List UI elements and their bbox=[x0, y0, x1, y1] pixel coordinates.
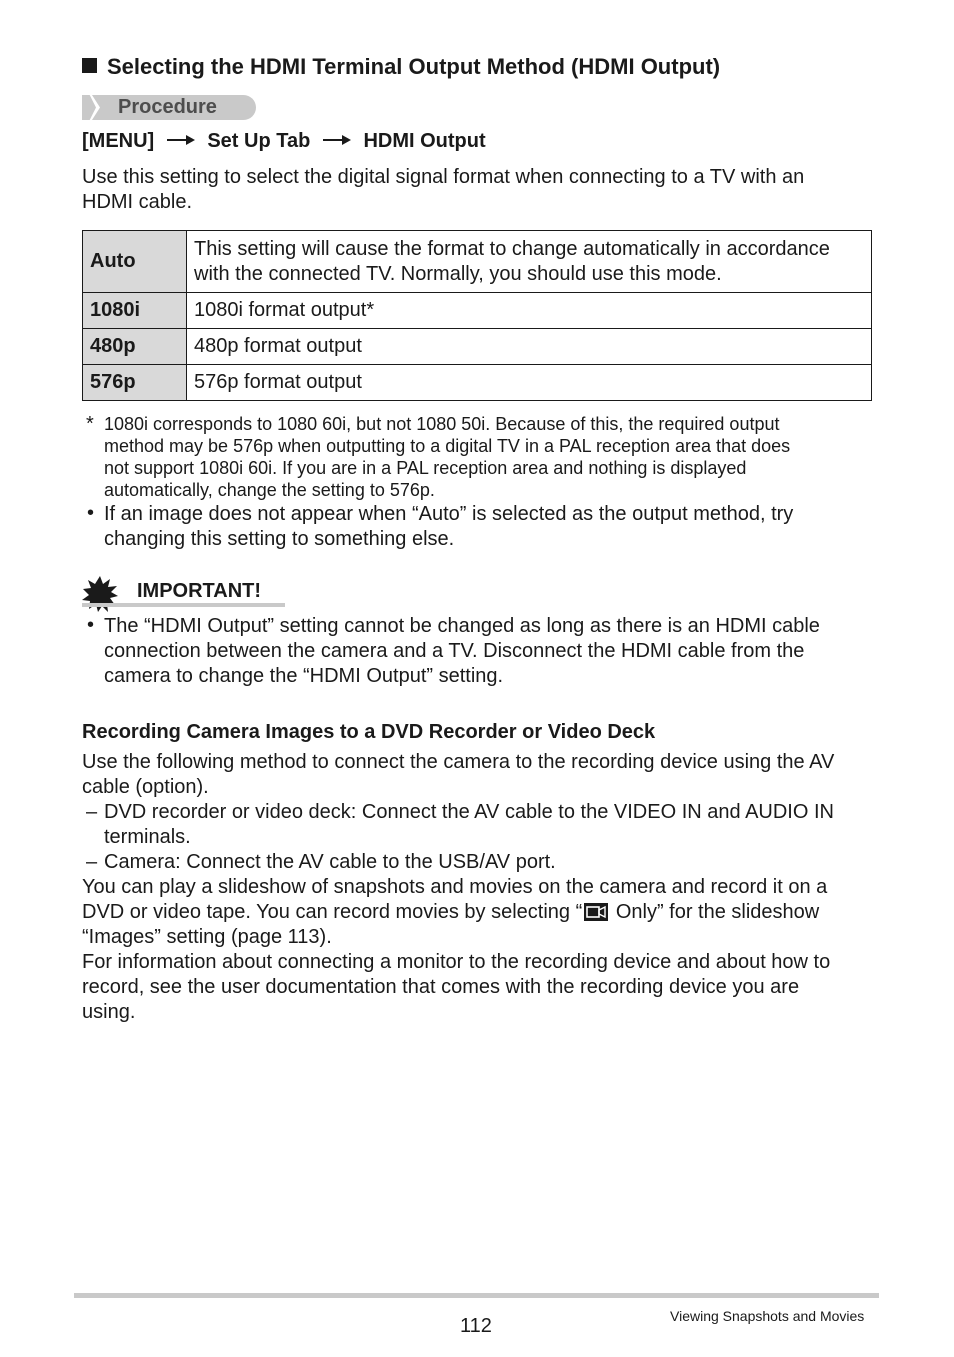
square-bullet-icon bbox=[82, 58, 97, 73]
setting-description: 576p format output bbox=[187, 365, 872, 401]
setting-key: Auto bbox=[83, 231, 187, 293]
movie-icon bbox=[584, 903, 608, 921]
important-label: IMPORTANT! bbox=[137, 580, 262, 602]
setting-key: 576p bbox=[83, 365, 187, 401]
slideshow-paragraph: You can play a slideshow of snapshots and movies on the camera and record it on a DVD or video tape. You can record movies by selecting “ Only” for the slideshow “Images” setting (page 113). bbox=[82, 876, 828, 948]
footer-divider bbox=[74, 1293, 879, 1298]
documentation-paragraph: For information about connecting a monitor to the recording device and about how to record, see the user documentation that comes with the recording device you are using. bbox=[82, 951, 831, 1023]
important-bullet: The “HDMI Output” setting cannot be changed as long as there is an HDMI cable connection between the camera and a TV. Disconnect the HDMI cable from the camera to change the “HDMI Output” setting. bbox=[104, 615, 820, 687]
footnote-mark: * bbox=[86, 413, 94, 435]
hdmi-output-table bbox=[82, 230, 872, 401]
setting-description: This setting will cause the format to change automatically in accordance with the connected TV. Normally, you should use this mode. bbox=[187, 231, 872, 293]
bullet-mark: • bbox=[87, 502, 95, 524]
section-title: Selecting the HDMI Terminal Output Method (HDMI Output) bbox=[82, 54, 720, 80]
table-row bbox=[83, 231, 872, 293]
recording-intro: Use the following method to connect the camera to the recording device using the AV cable (option). bbox=[82, 751, 835, 798]
recording-heading: Recording Camera Images to a DVD Recorder or Video Deck bbox=[82, 721, 656, 743]
setting-key: 480p bbox=[83, 329, 187, 365]
dash-mark: – bbox=[86, 801, 98, 823]
intro-paragraph: Use this setting to select the digital signal format when connecting to a TV with an HDMI cable. bbox=[82, 166, 805, 213]
footnote: 1080i corresponds to 1080 60i, but not 1080 50i. Because of this, the required output method may be 576p when outputting to a digital TV in a PAL reception area that does not support 1080i 60i. If you are in a PAL reception area and nothing is displayed automatically, change the setting to 576p. bbox=[104, 414, 791, 500]
arrow-right-icon bbox=[322, 133, 352, 147]
footer-section-name: Viewing Snapshots and Movies bbox=[670, 1308, 865, 1324]
setting-description: 1080i format output* bbox=[187, 293, 872, 329]
setting-key: 1080i bbox=[83, 293, 187, 329]
dash-item-camera: Camera: Connect the AV cable to the USB/AV port. bbox=[104, 851, 556, 873]
bullet-mark: • bbox=[87, 614, 95, 636]
table-row bbox=[83, 365, 872, 401]
table-row bbox=[83, 293, 872, 329]
menu-path-step-1: [MENU] bbox=[82, 130, 155, 152]
dash-item-dvd: DVD recorder or video deck: Connect the AV cable to the VIDEO IN and AUDIO IN terminals. bbox=[104, 801, 834, 848]
table-row bbox=[83, 329, 872, 365]
procedure-label: Procedure bbox=[118, 96, 217, 118]
dash-mark: – bbox=[86, 851, 98, 873]
chevron-right-icon bbox=[82, 95, 96, 120]
setting-description: 480p format output bbox=[187, 329, 872, 365]
page-number: 112 bbox=[460, 1315, 492, 1337]
menu-path bbox=[82, 130, 486, 153]
procedure-badge bbox=[82, 95, 256, 120]
menu-path-step-3: HDMI Output bbox=[363, 130, 486, 152]
arrow-right-icon bbox=[166, 133, 196, 147]
menu-path-step-2: Set Up Tab bbox=[207, 130, 311, 152]
note-bullet: If an image does not appear when “Auto” is selected as the output method, try changing this setting to something else. bbox=[104, 503, 794, 550]
important-heading bbox=[82, 576, 285, 610]
